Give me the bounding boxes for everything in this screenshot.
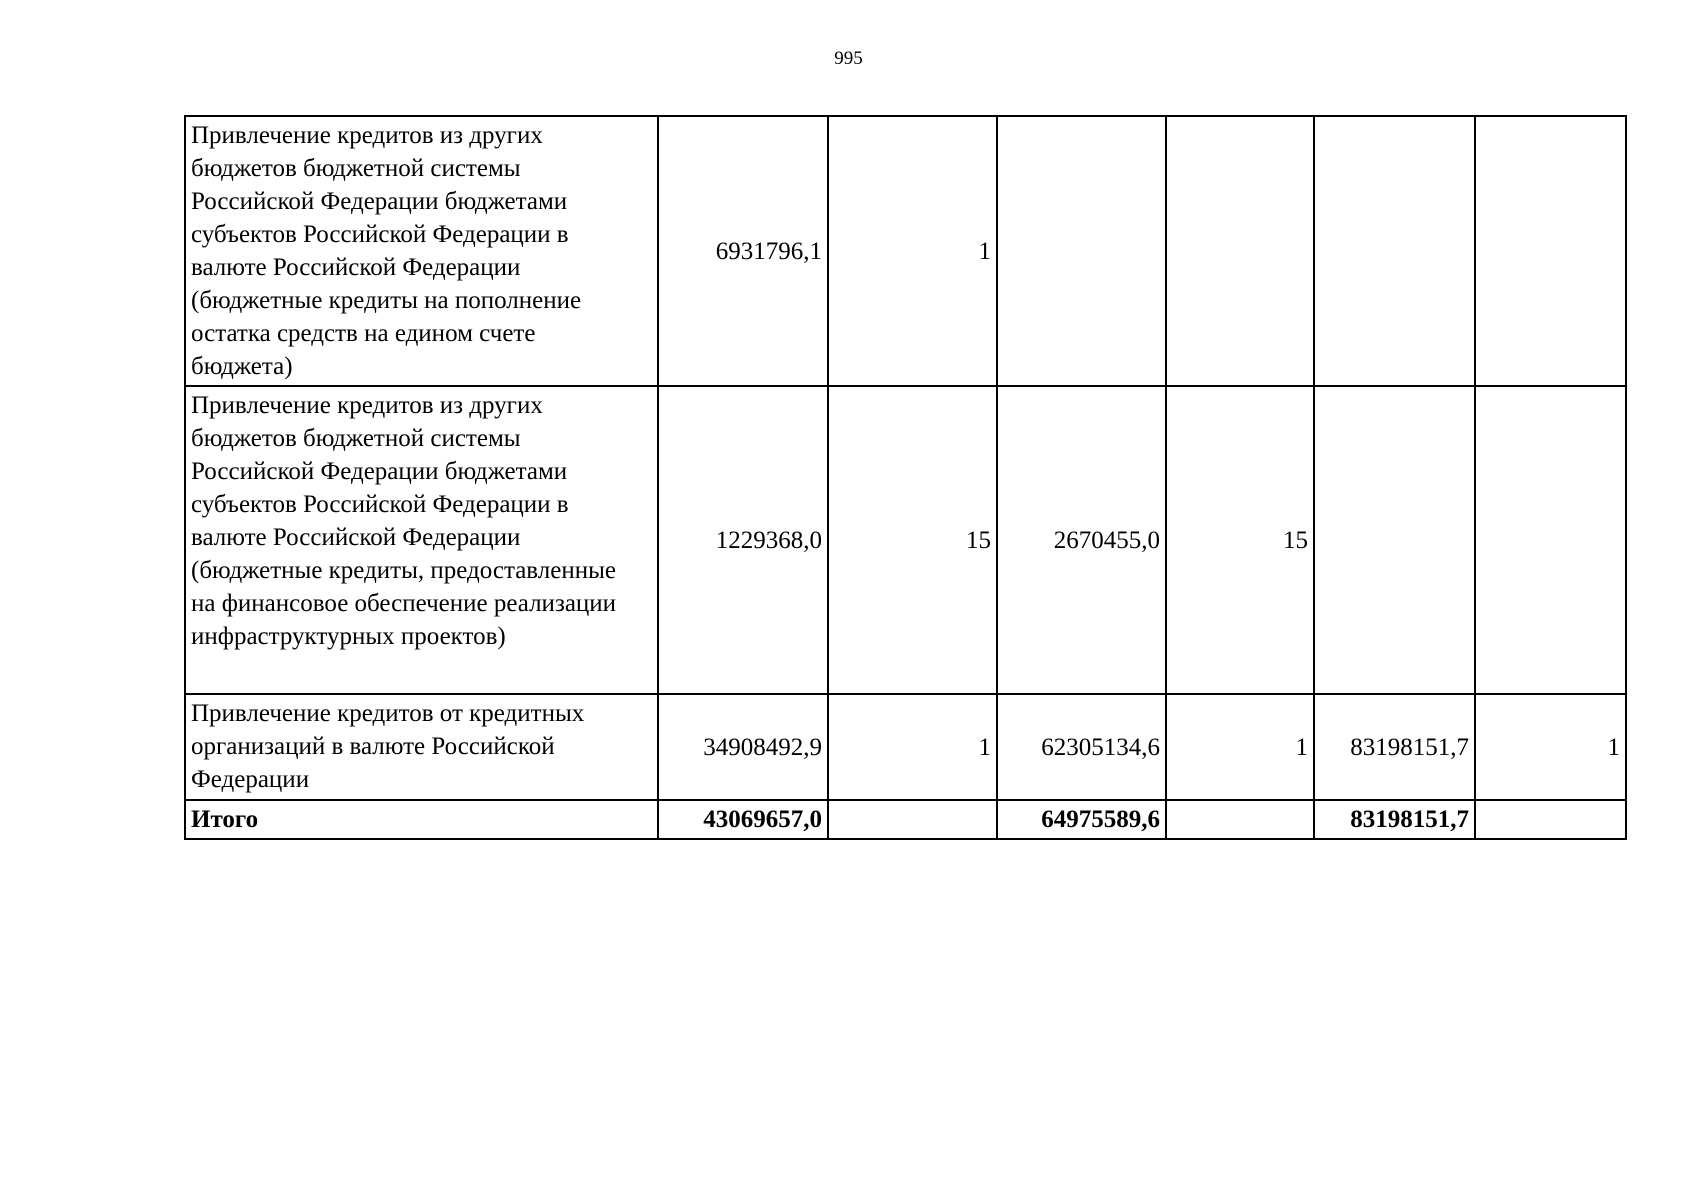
cell-amount-3 bbox=[1314, 386, 1475, 694]
cell-term-3: 1 bbox=[1475, 694, 1626, 800]
cell-amount-3: 83198151,7 bbox=[1314, 694, 1475, 800]
table-row bbox=[185, 116, 1626, 386]
cell-term-1: 1 bbox=[828, 694, 997, 800]
cell-amount-2 bbox=[997, 116, 1166, 386]
cell-amount-2: 62305134,6 bbox=[997, 694, 1166, 800]
cell-term-2 bbox=[1166, 116, 1314, 386]
table-row bbox=[185, 386, 1626, 694]
cell-term-2: 15 bbox=[1166, 386, 1314, 694]
total-term-2 bbox=[1166, 800, 1314, 839]
cell-term-3 bbox=[1475, 386, 1626, 694]
row-description: Привлечение кредитов из других бюджетов бюджетной системы Российской Федерации бюджетами субъектов Российской Федерации в валюте Российской Федерации (бюджетные кредиты на пополнение остатка средств на едином счете бюджета) bbox=[185, 116, 658, 386]
cell-amount-2: 2670455,0 bbox=[997, 386, 1166, 694]
cell-amount-1: 6931796,1 bbox=[658, 116, 828, 386]
total-term-3 bbox=[1475, 800, 1626, 839]
cell-amount-1: 1229368,0 bbox=[658, 386, 828, 694]
credits-table bbox=[184, 115, 1627, 840]
cell-term-1: 15 bbox=[828, 386, 997, 694]
total-amount-1: 43069657,0 bbox=[658, 800, 828, 839]
cell-amount-3 bbox=[1314, 116, 1475, 386]
total-term-1 bbox=[828, 800, 997, 839]
total-row bbox=[185, 800, 1626, 839]
total-amount-2: 64975589,6 bbox=[997, 800, 1166, 839]
cell-amount-1: 34908492,9 bbox=[658, 694, 828, 800]
table-row bbox=[185, 694, 1626, 800]
total-amount-3: 83198151,7 bbox=[1314, 800, 1475, 839]
row-description: Привлечение кредитов из других бюджетов бюджетной системы Российской Федерации бюджетами субъектов Российской Федерации в валюте Российской Федерации (бюджетные кредиты, предоставленные на финансовое обеспечение реализации инфраструктурных проектов) bbox=[185, 386, 658, 694]
cell-term-3 bbox=[1475, 116, 1626, 386]
total-label: Итого bbox=[185, 800, 658, 839]
cell-term-1: 1 bbox=[828, 116, 997, 386]
row-description: Привлечение кредитов от кредитных организаций в валюте Российской Федерации bbox=[185, 694, 658, 800]
page-number: 995 bbox=[834, 48, 863, 69]
cell-term-2: 1 bbox=[1166, 694, 1314, 800]
